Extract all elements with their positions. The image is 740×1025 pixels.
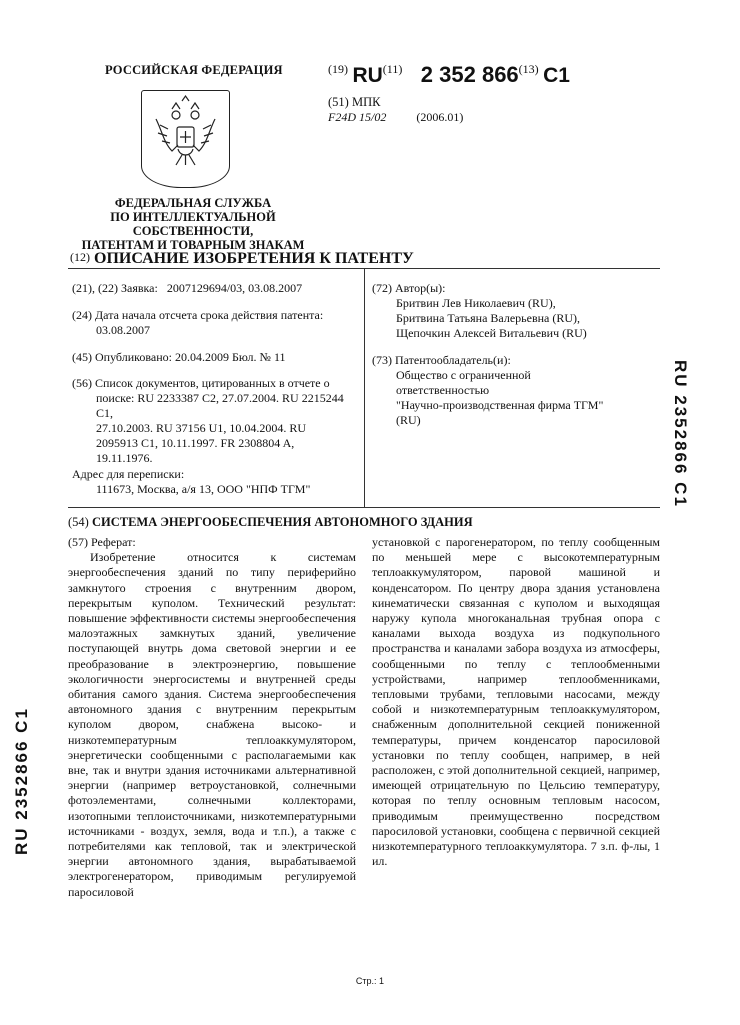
abstract-text-right: установкой с парогенератором, по теплу сообщенным по меньшей мере с высокотемпературным теплоаккумулятором, паровой машиной и конденсатором. По центру двора здания установлена кинематически связанная с куполом и выходящая наружу купола многоканальная трубная опора с каналами выхода воздуха из подкупольного пространства и каналами забора воздуха из атмосферы, сообщенными по теплу с теплообменными устройствами, например теплообменниками, тепловыми трубами, тепловыми насосами, между собой и низкотемпературным теплоаккумулятором, снабженным дополнительной секцией пониженной температуры, причем конденсатор паросиловой установки по теплу сообщен, например, в ней расположен, с этой дополнительной секцией, например, имеющей отрицательную по Цельсию температуру, которая по теплу основным тепловым насосом, приводимым преимущественно посредством паросиловой установки, сообщена с первичной секцией низкотемпературного теплоаккумулятора. 7 з.п. ф-лы, 1 ил. — [372, 535, 660, 869]
published-value: 20.04.2009 Бюл. № 11 — [174, 350, 286, 364]
document-type — [70, 250, 414, 268]
divider-vertical — [364, 268, 365, 508]
code-54: (54) — [68, 515, 89, 529]
code-11: (11) — [382, 62, 403, 76]
publication-number — [328, 62, 570, 88]
divider-bottom — [68, 507, 660, 508]
owner-line: Общество с ограниченной — [396, 368, 531, 382]
author-name: Щепочкин Алексей Витальевич (RU) — [396, 326, 587, 340]
address-value: 111673, Москва, а/я 13, ООО "НПФ ТГМ" — [96, 482, 311, 496]
authors-field — [372, 281, 587, 341]
citations-line: поиске: RU 2233387 C2, 27.07.2004. RU 2215244 C1, — [96, 391, 344, 420]
country-code: RU — [352, 64, 383, 87]
abstract-left-column — [68, 535, 356, 900]
citations-field — [72, 376, 362, 466]
ipc-classification — [328, 110, 463, 125]
side-label-right: RU 2352866 C1 — [671, 360, 690, 508]
authors-label: (72) Автор(ы): — [372, 281, 446, 295]
application-label: (21), (22) Заявка: — [72, 281, 158, 295]
citations-label: (56) Список документов, цитированных в отчете о — [72, 376, 330, 390]
citations-line: 2095913 C1, 10.11.1997. FR 2308804 A, — [96, 436, 295, 450]
page-number: Стр.: 1 — [355, 976, 385, 986]
author-name: Бритвина Татьяна Валерьевна (RU), — [396, 311, 581, 325]
owner-field — [372, 353, 603, 428]
document-type-title: ОПИСАНИЕ ИЗОБРЕТЕНИЯ К ПАТЕНТУ — [94, 250, 414, 267]
code-19: (19) — [328, 62, 348, 76]
address-label: Адрес для переписки: — [72, 467, 185, 481]
side-label-left: RU 2352866 C1 — [12, 707, 31, 855]
agency-name — [58, 196, 328, 252]
code-12: (12) — [70, 250, 90, 264]
ipc-version: (2006.01) — [416, 110, 464, 124]
term-field — [72, 308, 323, 338]
citations-line: 27.10.2003. RU 37156 U1, 10.04.2004. RU — [96, 421, 307, 435]
application-field — [72, 281, 302, 296]
owner-line: ответственностью — [396, 383, 490, 397]
patent-number: 2 352 866 — [420, 62, 519, 87]
abstract-right-column — [372, 535, 660, 869]
coat-of-arms-emblem — [141, 90, 230, 188]
term-value: 03.08.2007 — [96, 323, 150, 337]
invention-title — [68, 515, 473, 530]
agency-line: ПО ИНТЕЛЛЕКТУАЛЬНОЙ СОБСТВЕННОСТИ, — [110, 210, 276, 238]
kind-code: C1 — [543, 64, 570, 87]
eagle-icon — [142, 91, 229, 187]
ipc-class: F24D 15/02 — [328, 110, 387, 124]
code-13: (13) — [518, 62, 539, 76]
agency-line: ПАТЕНТАМ И ТОВАРНЫМ ЗНАКАМ — [81, 238, 305, 252]
published-label: (45) Опубликовано: — [72, 350, 172, 364]
owner-line: "Научно-производственная фирма ТГМ" — [396, 398, 604, 412]
country-name: РОССИЙСКАЯ ФЕДЕРАЦИЯ — [105, 63, 283, 77]
ipc-label: (51) МПК — [328, 95, 381, 109]
abstract-label: (57) Реферат: — [68, 535, 136, 549]
owner-line: (RU) — [396, 413, 421, 427]
published-field — [72, 350, 286, 365]
citations-line: 19.11.1976. — [96, 451, 153, 465]
owner-label: (73) Патентообладатель(и): — [372, 353, 511, 367]
abstract-text-left: Изобретение относится к системам энергообеспечения зданий по типу периферийно замкнутого строения с внутренним двором, перекрытым куполом. Технический результат: повышение эффективности системы энергообеспечения малоэтажных замкнутых зданий, увеличение поступающей внутрь дома световой энергии и ее преобразование в электроэнергию, повышение экологичности энергосистемы и внутренней среды обитания самого здания. Система энергообеспечения автономного здания с внутренним перекрытым куполом двором, снабжена высоко- и низкотемпературным теплоаккумулятором, энергетически сообщенными с располагаемыми как вне, так и внутри здания источниками альтернативной энергии (например ветроустановкой, солнечными фотоэлементами, солнечными коллекторами, изотопными теплоисточниками, низкотемпературными источниками - воздух, земля, вода и т.п.), а также с потребителями как тепловой, так и электрической энергии автономного здания, вырабатываемой электрогенератором, приводимым регулируемой паросиловой — [68, 550, 356, 899]
term-label: (24) Дата начала отсчета срока действия патента: — [72, 308, 324, 322]
author-name: Бритвин Лев Николаевич (RU), — [396, 296, 556, 310]
agency-line: ФЕДЕРАЛЬНАЯ СЛУЖБА — [114, 196, 272, 210]
address-field — [72, 467, 310, 497]
application-value: 2007129694/03, 03.08.2007 — [166, 281, 303, 295]
invention-title-text: СИСТЕМА ЭНЕРГООБЕСПЕЧЕНИЯ АВТОНОМНОГО ЗДАНИЯ — [91, 515, 473, 529]
